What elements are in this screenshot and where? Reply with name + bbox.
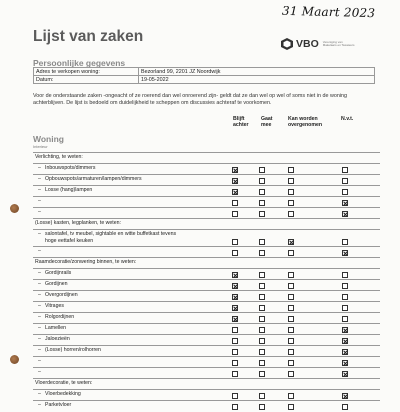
row-label: Vloerbedekking xyxy=(45,391,81,397)
checkbox[interactable] xyxy=(288,316,294,322)
date-label: Datum: xyxy=(34,76,139,84)
checkbox[interactable] xyxy=(232,349,238,355)
row-label: Lamellen xyxy=(45,325,67,331)
checkbox[interactable] xyxy=(288,360,294,366)
checked-checkbox[interactable] xyxy=(342,211,348,217)
row-label: Jaloezieën xyxy=(45,336,70,342)
list-bullet: – xyxy=(38,248,41,254)
row-label: Losse (hang)lampen xyxy=(45,187,93,193)
table-row xyxy=(33,400,380,412)
checkbox[interactable] xyxy=(259,200,265,206)
checkbox[interactable] xyxy=(342,283,348,289)
list-bullet: – xyxy=(38,358,41,364)
checkbox[interactable] xyxy=(259,404,265,410)
checkbox[interactable] xyxy=(288,371,294,377)
checkbox[interactable] xyxy=(232,371,238,377)
checked-checkbox[interactable] xyxy=(342,349,348,355)
list-bullet: – xyxy=(38,209,41,215)
checkbox[interactable] xyxy=(288,167,294,173)
checked-checkbox[interactable] xyxy=(232,178,238,184)
checkbox[interactable] xyxy=(342,316,348,322)
list-bullet: – xyxy=(38,369,41,375)
checkbox[interactable] xyxy=(342,294,348,300)
checked-checkbox[interactable] xyxy=(232,283,238,289)
punch-hole xyxy=(10,204,19,213)
table-row xyxy=(34,68,375,76)
table-row xyxy=(33,229,380,247)
checkbox[interactable] xyxy=(288,211,294,217)
list-bullet: – xyxy=(38,165,41,171)
checkbox[interactable] xyxy=(342,239,348,245)
checked-checkbox[interactable] xyxy=(342,327,348,333)
checkbox[interactable] xyxy=(288,349,294,355)
checkbox[interactable] xyxy=(232,211,238,217)
section-subheading: Interieur xyxy=(33,144,48,149)
list-bullet: – xyxy=(38,347,41,353)
checkbox[interactable] xyxy=(342,272,348,278)
checkbox[interactable] xyxy=(232,239,238,245)
vbo-logo-subtitle: Vereniging van Makelaars en Taxateurs xyxy=(322,39,355,47)
list-bullet: – xyxy=(38,176,41,182)
row-label: Verlichting, te weten: xyxy=(35,154,83,160)
row-label: Gordijnrails xyxy=(45,270,72,276)
col-head-blijft: Blijft achter xyxy=(233,116,249,129)
checkbox[interactable] xyxy=(288,338,294,344)
section-heading: Woning xyxy=(33,134,64,144)
checkbox[interactable] xyxy=(288,327,294,333)
checkbox[interactable] xyxy=(259,239,265,245)
checked-checkbox[interactable] xyxy=(342,338,348,344)
checkbox[interactable] xyxy=(259,393,265,399)
checkbox[interactable] xyxy=(288,404,294,410)
handwritten-date: 31 Maart 2023 xyxy=(281,3,376,21)
checkbox[interactable] xyxy=(259,305,265,311)
list-bullet: – xyxy=(38,231,41,237)
checkbox[interactable] xyxy=(259,189,265,195)
checked-checkbox[interactable] xyxy=(232,167,238,173)
checkbox[interactable] xyxy=(259,349,265,355)
list-bullet: – xyxy=(38,314,41,320)
checkbox[interactable] xyxy=(259,327,265,333)
checkbox[interactable] xyxy=(342,189,348,195)
checkbox[interactable] xyxy=(288,283,294,289)
checkbox[interactable] xyxy=(342,404,348,410)
checkbox[interactable] xyxy=(259,211,265,217)
date-value: 19-05-2022 xyxy=(139,76,375,84)
checked-checkbox[interactable] xyxy=(232,272,238,278)
checkbox[interactable] xyxy=(342,178,348,184)
checkbox[interactable] xyxy=(288,272,294,278)
list-bullet: – xyxy=(38,281,41,287)
list-bullet: – xyxy=(38,292,41,298)
row-label: (Losse) kasten, legplanken, te weten: xyxy=(35,220,121,226)
checkbox[interactable] xyxy=(232,404,238,410)
intro-text: Voor de onderstaande zaken -ongeacht of ze roerend dan wel onroerend zijn- geldt dat ze dan wel op wel of soms niet in de woning achterblijven. De lijst is bedoeld om duidelijkheid te scheppen om discussies achteraf te voorkomen. xyxy=(33,93,348,106)
col-head-gaat: Gaat mee xyxy=(261,116,273,129)
address-label: Adres te verkopen woning: xyxy=(34,68,139,76)
document-title: Lijst van zaken xyxy=(33,28,144,45)
checked-checkbox[interactable] xyxy=(288,239,294,245)
checked-checkbox[interactable] xyxy=(342,393,348,399)
checkbox[interactable] xyxy=(259,371,265,377)
checkbox[interactable] xyxy=(259,167,265,173)
checkbox[interactable] xyxy=(288,305,294,311)
checked-checkbox[interactable] xyxy=(342,200,348,206)
checkbox[interactable] xyxy=(288,178,294,184)
list-bullet: – xyxy=(38,336,41,342)
row-label: Rolgordijnen xyxy=(45,314,75,320)
list-bullet: – xyxy=(38,198,41,204)
address-value: Bezorland 99, 2201 JZ Noordwijk xyxy=(139,68,375,76)
checkbox[interactable] xyxy=(259,360,265,366)
row-label: Overgordijnen xyxy=(45,292,78,298)
table-row xyxy=(34,76,375,84)
checkbox[interactable] xyxy=(232,327,238,333)
list-bullet: – xyxy=(38,187,41,193)
list-bullet: – xyxy=(38,303,41,309)
row-label: Vloerdecoratie, te weten: xyxy=(35,380,93,386)
row-label: Raamdecoratie/zonwering binnen, te weten: xyxy=(35,259,137,265)
row-label: (Losse) horren/rolhorren xyxy=(45,347,101,353)
checkbox[interactable] xyxy=(232,250,238,256)
col-head-overgenomen: Kan worden overgenomen xyxy=(288,116,323,129)
list-bullet: – xyxy=(38,391,41,397)
checkbox[interactable] xyxy=(342,167,348,173)
checkbox[interactable] xyxy=(232,360,238,366)
checked-checkbox[interactable] xyxy=(232,189,238,195)
checkbox[interactable] xyxy=(259,316,265,322)
checkbox[interactable] xyxy=(342,305,348,311)
checkbox[interactable] xyxy=(232,338,238,344)
row-label: Inbouwspots/dimmers xyxy=(45,165,96,171)
checkbox[interactable] xyxy=(259,294,265,300)
checked-checkbox[interactable] xyxy=(232,316,238,322)
checked-checkbox[interactable] xyxy=(342,371,348,377)
checked-checkbox[interactable] xyxy=(342,250,348,256)
list-bullet: – xyxy=(38,402,41,408)
punch-hole xyxy=(10,355,19,364)
row-label: Parketvloer xyxy=(45,402,72,408)
checkbox[interactable] xyxy=(288,294,294,300)
checkbox[interactable] xyxy=(259,250,265,256)
row-label: Opbouwspots/armaturen/lampen/dimmers xyxy=(45,176,142,182)
checked-checkbox[interactable] xyxy=(342,360,348,366)
checked-checkbox[interactable] xyxy=(232,305,238,311)
checked-checkbox[interactable] xyxy=(232,294,238,300)
checkbox[interactable] xyxy=(259,283,265,289)
personal-table xyxy=(33,67,375,84)
checkbox[interactable] xyxy=(232,200,238,206)
list-bullet: – xyxy=(38,325,41,331)
checkbox[interactable] xyxy=(288,200,294,206)
row-label: salontafel, tv meubel, sightable en witte buffetkast tevens xyxy=(45,231,177,237)
row-label: Gordijnen xyxy=(45,281,68,287)
checkbox[interactable] xyxy=(259,178,265,184)
checkbox[interactable] xyxy=(288,393,294,399)
list-bullet: – xyxy=(38,270,41,276)
checkbox[interactable] xyxy=(288,189,294,195)
row-label: Vitrages xyxy=(45,303,64,309)
vbo-logo-icon xyxy=(281,38,293,50)
vbo-logo xyxy=(281,38,357,50)
checkbox[interactable] xyxy=(259,338,265,344)
row-label-line2: hoge eettafel keuken xyxy=(45,238,94,244)
checkbox[interactable] xyxy=(288,250,294,256)
col-head-nvt: N.v.t. xyxy=(341,116,354,122)
checkbox[interactable] xyxy=(259,272,265,278)
checkbox[interactable] xyxy=(232,393,238,399)
personal-heading: Persoonlijke gegevens xyxy=(33,58,126,68)
vbo-logo-text: VBO xyxy=(296,38,319,50)
